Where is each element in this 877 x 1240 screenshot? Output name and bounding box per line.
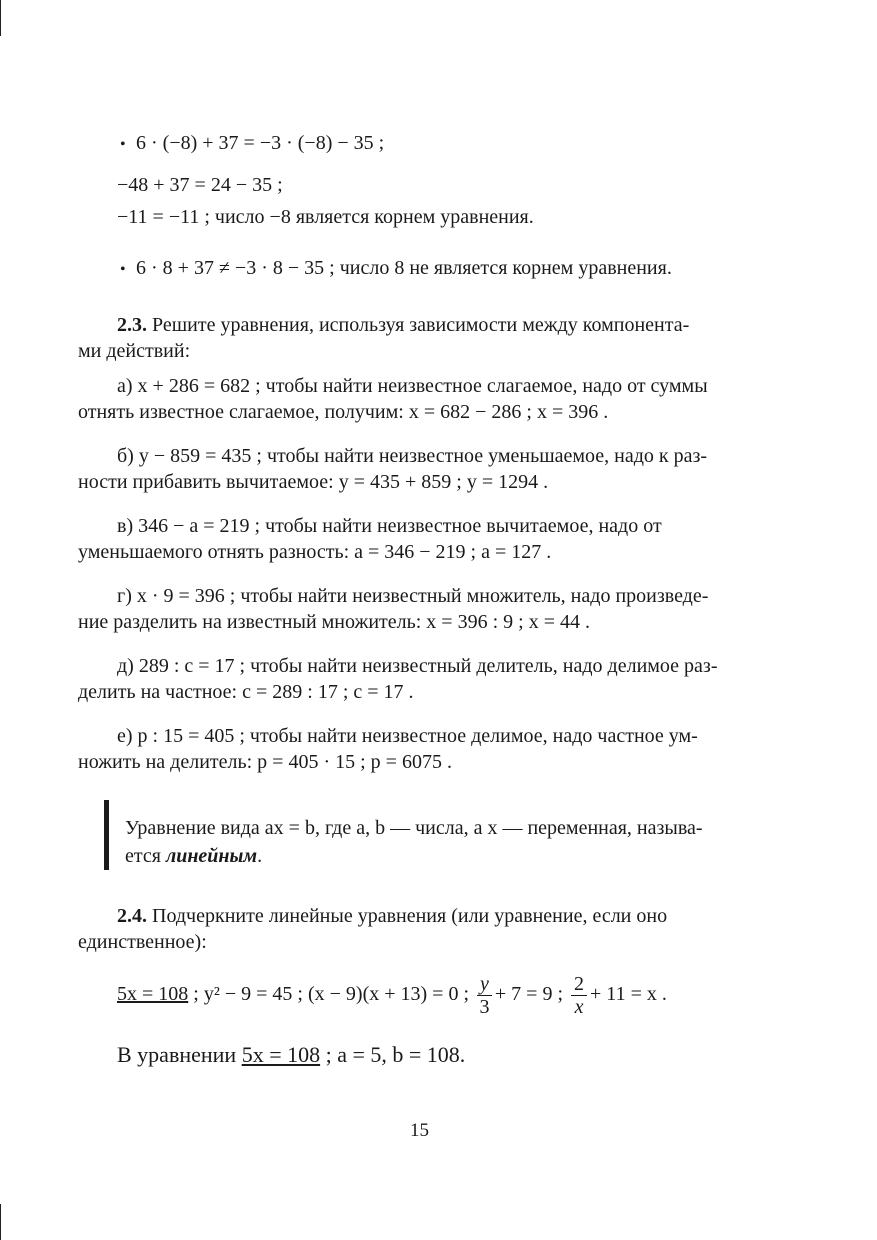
separator-3: ; — [458, 983, 475, 1005]
task-2-3-heading — [117, 312, 689, 338]
task-2-3-b-line2: ности прибавить вычитаемое: y = 435 + 859 ; y = 1294 . — [78, 471, 549, 493]
answer-equation: 5x = 108 — [241, 1042, 321, 1067]
separator-1: ; — [188, 983, 204, 1005]
equations-line — [117, 970, 667, 1018]
fraction-2-over-x — [571, 973, 587, 1018]
equation-5-rest: + 11 = x . — [590, 983, 667, 1005]
page-number: 15 — [410, 1120, 429, 1141]
task-2-4-text-cont: единственное): — [78, 931, 207, 953]
fraction-1-denominator: 3 — [479, 995, 490, 1018]
crop-mark-top — [0, 0, 1, 36]
separator-2: ; — [292, 983, 308, 1005]
bullet-1: • — [120, 136, 126, 153]
example-line-4-eq: 6 · 8 + 37 ≠ −3 · 8 − 35 — [136, 257, 325, 279]
fraction-2-numerator: 2 — [571, 973, 587, 996]
example-line-4 — [136, 255, 672, 281]
equation-linear-underlined: 5x = 108 — [117, 983, 189, 1005]
answer-values: ; a = 5, b = 108. — [320, 1042, 466, 1067]
fraction-y-over-3 — [477, 973, 492, 1018]
task-2-3-d-line2: делить на частное: c = 289 : 17 ; c = 17 . — [78, 681, 414, 703]
bullet-2: • — [120, 261, 126, 278]
example-line-3-eq: −11 = −11 — [117, 206, 200, 228]
task-2-3-b-line1: б) y − 859 = 435 ; чтобы найти неизвестное уменьшаемое, надо к раз- — [117, 445, 708, 467]
definition-line-2 — [125, 843, 262, 869]
task-2-3-g-line1: г) x · 9 = 396 ; чтобы найти неизвестный множитель, надо произведе- — [117, 585, 709, 607]
equation-2: y² − 9 = 45 — [203, 983, 293, 1005]
example-line-4-text: ; число 8 не является корнем уравнения. — [324, 257, 672, 279]
task-2-3-e-line1: е) p : 15 = 405 ; чтобы найти неизвестное делимое, надо частное ум- — [117, 725, 698, 747]
task-2-3-d-line1: д) 289 : c = 17 ; чтобы найти неизвестный делитель, надо делимое раз- — [117, 655, 718, 677]
example-line-3-text: ; число −8 является корнем уравнения. — [199, 206, 534, 228]
task-2-3-text: Решите уравнения, используя зависимости между компонента- — [147, 314, 690, 336]
separator-4: ; — [552, 983, 569, 1005]
example-line-3 — [117, 204, 534, 230]
task-2-3-v-line1: в) 346 − a = 219 ; чтобы найти неизвестное вычитаемое, надо от — [117, 515, 662, 537]
example-line-1: 6 · (−8) + 37 = −3 · (−8) − 35 ; — [136, 132, 385, 154]
task-2-3-v-line2: уменьшаемого отнять разность: a = 346 − 219 ; a = 127 . — [78, 541, 552, 563]
example-line-2: −48 + 37 = 24 − 35 ; — [117, 174, 283, 196]
task-2-4-text: Подчеркните линейные уравнения (или уравнение, если оно — [147, 905, 668, 927]
definition-line-1: Уравнение вида ax = b, где a, b — числа, а x — переменная, называ- — [125, 817, 703, 839]
task-2-3-number: 2.3. — [117, 314, 147, 336]
task-2-4-number: 2.4. — [117, 905, 147, 927]
task-2-4-heading — [117, 903, 667, 929]
answer-text: В уравнении — [117, 1042, 242, 1067]
fraction-1-numerator: y — [477, 973, 492, 996]
crop-mark-bottom — [0, 1204, 1, 1240]
equation-4-rest: + 7 = 9 — [494, 983, 553, 1005]
task-2-3-a-line1: а) x + 286 = 682 ; чтобы найти неизвестное слагаемое, надо от суммы — [117, 375, 708, 397]
task-2-3-g-line2: ние разделить на известный множитель: x = 396 : 9 ; x = 44 . — [78, 611, 590, 633]
fraction-2-denominator: x — [574, 995, 584, 1018]
task-2-3-text-cont: ми действий: — [78, 340, 191, 362]
equation-3: (x − 9)(x + 13) = 0 — [307, 983, 459, 1005]
answer-line — [117, 1042, 465, 1068]
definition-text: ется — [125, 845, 166, 867]
task-2-3-a-line2: отнять известное слагаемое, получим: x = 682 − 286 ; x = 396 . — [78, 401, 609, 423]
task-2-3-e-line2: ножить на делитель: p = 405 · 15 ; p = 6075 . — [78, 751, 452, 773]
definition-bar — [104, 800, 109, 870]
definition-period: . — [257, 845, 263, 867]
definition-term: линейным — [165, 845, 258, 867]
